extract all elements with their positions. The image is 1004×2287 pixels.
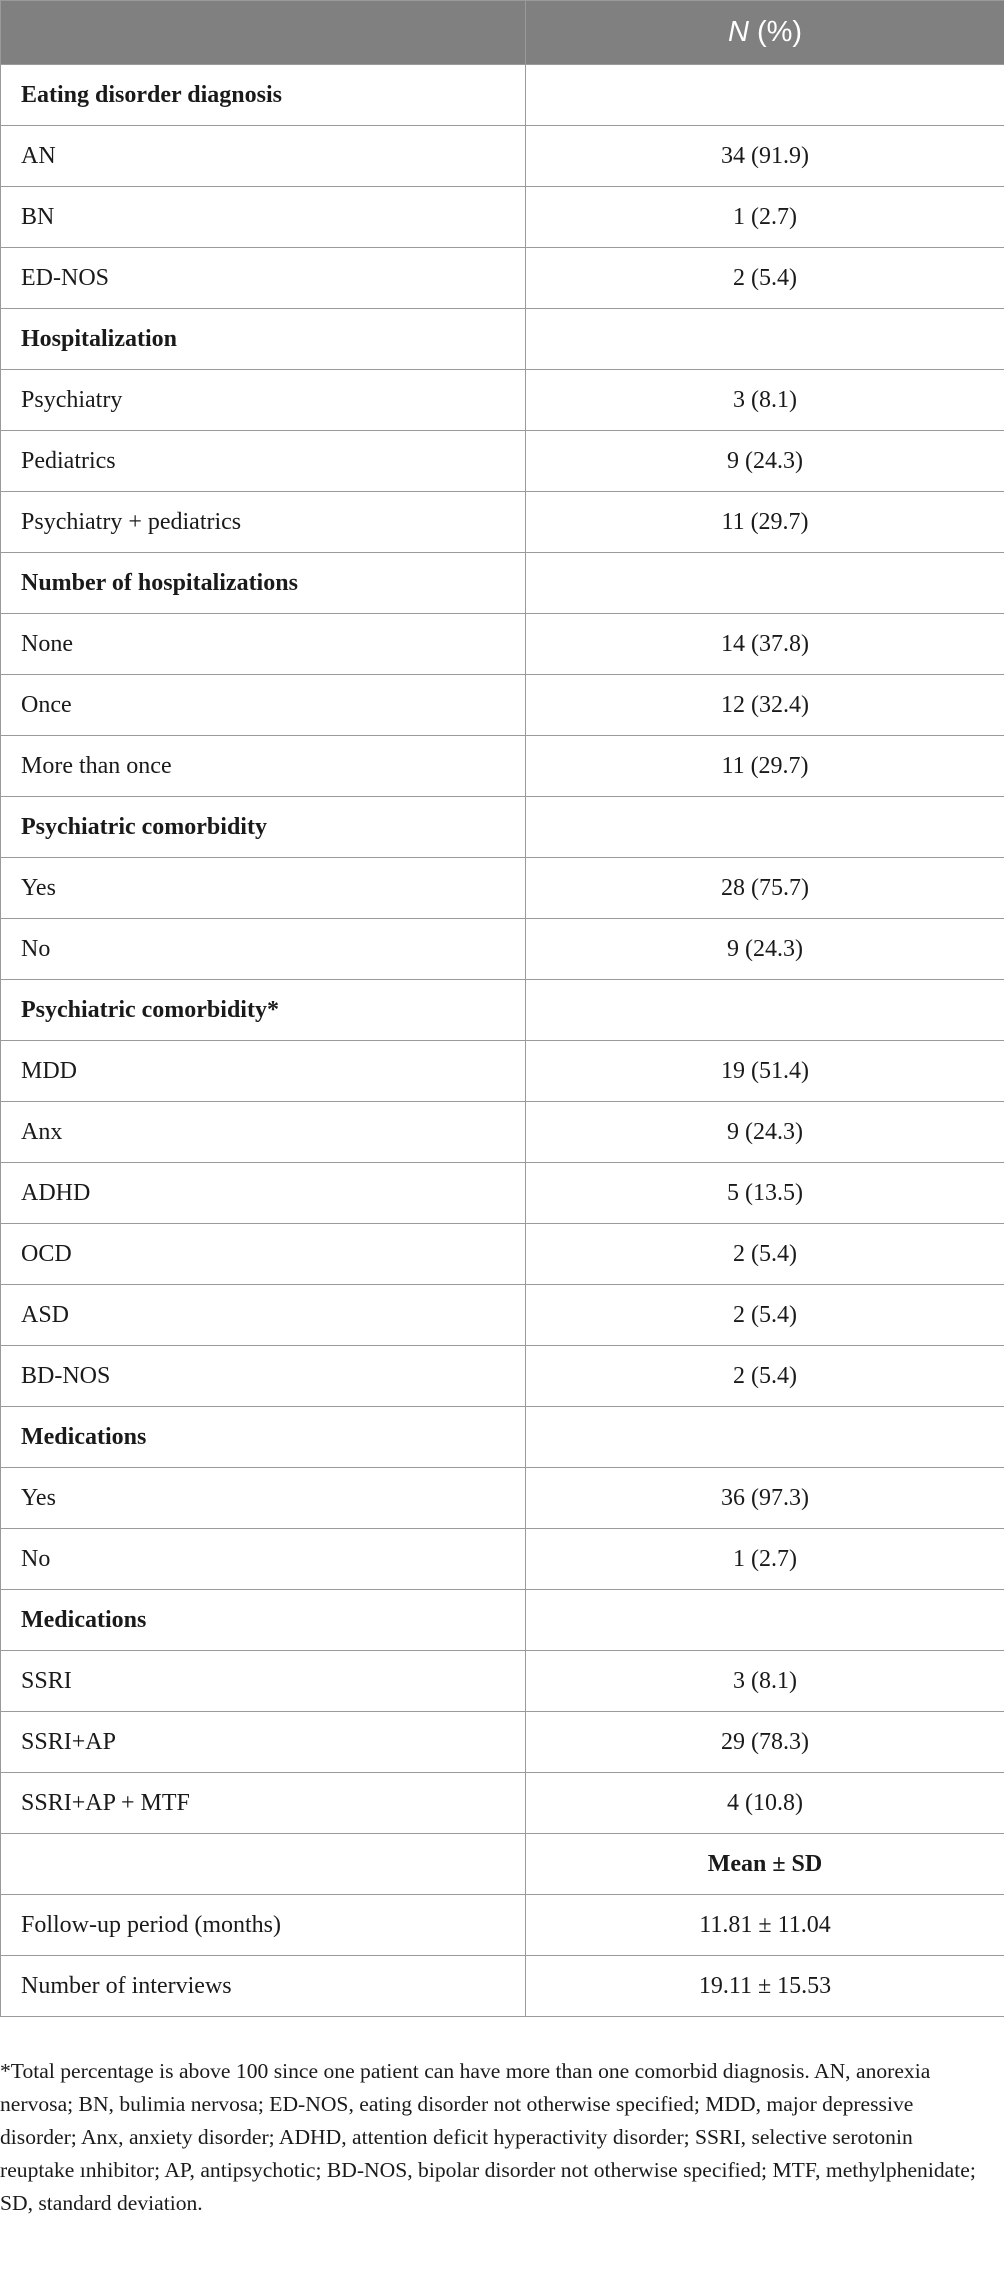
header-n-percent (526, 1, 1004, 65)
section-header-row (1, 797, 1004, 858)
table-row (1, 1651, 1004, 1712)
row-value: 19 (51.4) (526, 1041, 1004, 1102)
row-value (526, 65, 1004, 126)
table-row (1, 1224, 1004, 1285)
row-label: Psychiatric comorbidity (1, 797, 526, 858)
row-value: 28 (75.7) (526, 858, 1004, 919)
row-label: BD-NOS (1, 1346, 526, 1407)
row-value: 3 (8.1) (526, 1651, 1004, 1712)
row-label: Hospitalization (1, 309, 526, 370)
row-label: Psychiatric comorbidity* (1, 980, 526, 1041)
section-header-row (1, 309, 1004, 370)
row-label: SSRI+AP (1, 1712, 526, 1773)
row-value: 9 (24.3) (526, 919, 1004, 980)
header-percent: (%) (748, 16, 803, 48)
row-label: No (1, 919, 526, 980)
table-row (1, 1773, 1004, 1834)
table-row (1, 1956, 1004, 2017)
row-value: 1 (2.7) (526, 187, 1004, 248)
row-value (526, 309, 1004, 370)
row-label: MDD (1, 1041, 526, 1102)
row-value (526, 1407, 1004, 1468)
row-value: 9 (24.3) (526, 431, 1004, 492)
row-value: Mean ± SD (526, 1834, 1004, 1895)
row-label: Psychiatry + pediatrics (1, 492, 526, 553)
row-value (526, 553, 1004, 614)
table-footnote (0, 2017, 990, 2220)
row-value (526, 797, 1004, 858)
table-row (1, 431, 1004, 492)
section-header-row (1, 1590, 1004, 1651)
section-header-row (1, 1407, 1004, 1468)
row-label: Number of interviews (1, 1956, 526, 2017)
row-value: 11 (29.7) (526, 492, 1004, 553)
row-label: Number of hospitalizations (1, 553, 526, 614)
table-row (1, 370, 1004, 431)
row-value: 11 (29.7) (526, 736, 1004, 797)
row-value: 34 (91.9) (526, 126, 1004, 187)
row-value: 14 (37.8) (526, 614, 1004, 675)
table-row (1, 736, 1004, 797)
table-row (1, 126, 1004, 187)
row-label: BN (1, 187, 526, 248)
row-value: 12 (32.4) (526, 675, 1004, 736)
row-label: Psychiatry (1, 370, 526, 431)
table-row (1, 675, 1004, 736)
row-value: 36 (97.3) (526, 1468, 1004, 1529)
row-value: 11.81 ± 11.04 (526, 1895, 1004, 1956)
section-header-row (1, 980, 1004, 1041)
row-value: 1 (2.7) (526, 1529, 1004, 1590)
row-value: 2 (5.4) (526, 1224, 1004, 1285)
row-value: 5 (13.5) (526, 1163, 1004, 1224)
footnote-text: *Total percentage is above 100 since one patient can have more than one comorbid diagnosis. AN, anorexia nervosa; BN, bulimia nervosa; ED-NOS, eating disorder not otherwise specified; MDD, major depressive disorder; Anx, anxiety disorder; ADHD, attention deficit hyperactivity disorder; SSRI, selective serotonin reuptake ınhibitor; AP, antipsychotic; BD-NOS, bipolar disorder not otherwise specified; MTF, methylphenidate; SD, standard deviation. (0, 2059, 976, 2215)
header-label-cell (1, 1, 526, 65)
table-row (1, 614, 1004, 675)
row-label: Eating disorder diagnosis (1, 65, 526, 126)
row-label: Once (1, 675, 526, 736)
row-label: SSRI (1, 1651, 526, 1712)
row-value: 19.11 ± 15.53 (526, 1956, 1004, 2017)
row-label: ASD (1, 1285, 526, 1346)
section-header-row (1, 65, 1004, 126)
row-value: 2 (5.4) (526, 1285, 1004, 1346)
row-value: 29 (78.3) (526, 1712, 1004, 1773)
row-label: ED-NOS (1, 248, 526, 309)
row-value: 3 (8.1) (526, 370, 1004, 431)
table-row (1, 1041, 1004, 1102)
row-value: 2 (5.4) (526, 1346, 1004, 1407)
table-row (1, 858, 1004, 919)
table-row (1, 1285, 1004, 1346)
table-row (1, 248, 1004, 309)
table-row (1, 1468, 1004, 1529)
row-label: None (1, 614, 526, 675)
row-label: ADHD (1, 1163, 526, 1224)
row-label (1, 1834, 526, 1895)
table-row (1, 919, 1004, 980)
row-value: 2 (5.4) (526, 248, 1004, 309)
row-label: AN (1, 126, 526, 187)
row-label: Medications (1, 1407, 526, 1468)
table-header-row (1, 1, 1004, 65)
row-label: Follow-up period (months) (1, 1895, 526, 1956)
row-label: SSRI+AP + MTF (1, 1773, 526, 1834)
table-row (1, 1712, 1004, 1773)
table-row (1, 1163, 1004, 1224)
table-row (1, 1895, 1004, 1956)
row-label: OCD (1, 1224, 526, 1285)
table-row (1, 1346, 1004, 1407)
table-row (1, 187, 1004, 248)
row-label: Medications (1, 1590, 526, 1651)
row-value (526, 1590, 1004, 1651)
row-value (526, 980, 1004, 1041)
row-value: 9 (24.3) (526, 1102, 1004, 1163)
table-row (1, 1529, 1004, 1590)
row-label: Yes (1, 858, 526, 919)
row-label: Anx (1, 1102, 526, 1163)
row-label: More than once (1, 736, 526, 797)
row-label: Pediatrics (1, 431, 526, 492)
header-n: N (727, 16, 749, 48)
table-body (1, 65, 1004, 2017)
row-label: Yes (1, 1468, 526, 1529)
subheader-row (1, 1834, 1004, 1895)
table-row (1, 1102, 1004, 1163)
row-label: No (1, 1529, 526, 1590)
section-header-row (1, 553, 1004, 614)
row-value: 4 (10.8) (526, 1773, 1004, 1834)
table-row (1, 492, 1004, 553)
